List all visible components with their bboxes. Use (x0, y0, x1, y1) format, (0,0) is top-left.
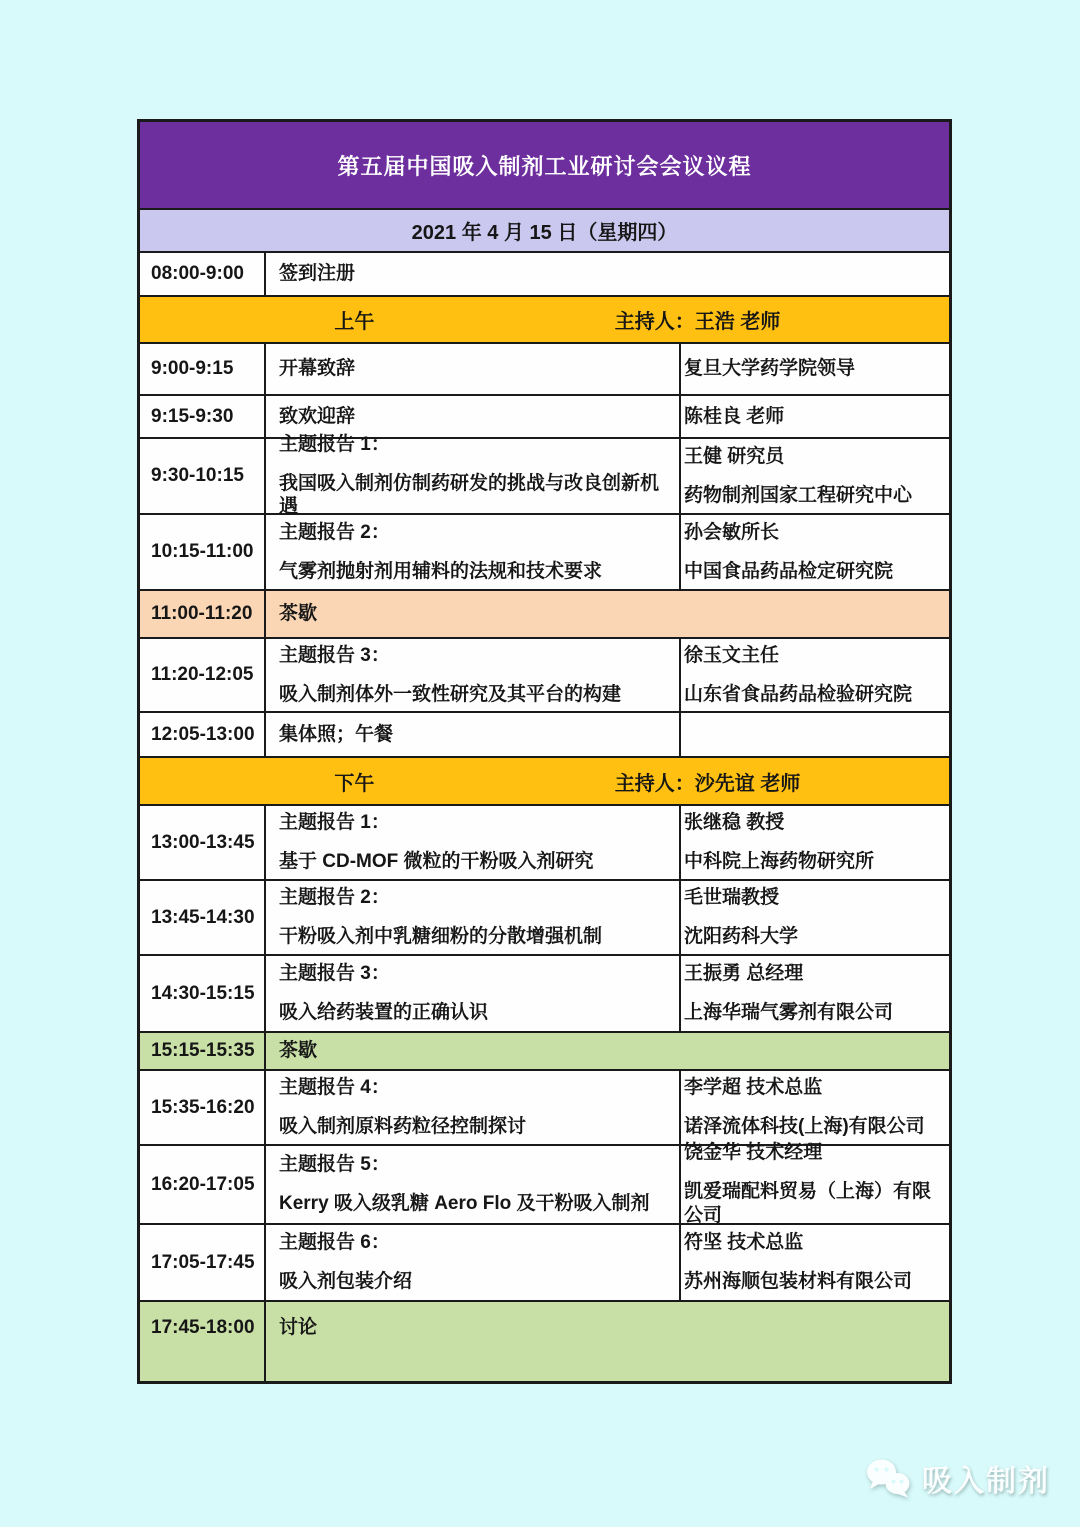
time-cell (140, 956, 266, 1031)
speaker-cell (681, 806, 949, 879)
topic-cell (266, 806, 681, 879)
agenda-row (140, 1142, 949, 1226)
speaker-cell (681, 396, 949, 437)
time-cell (140, 1071, 266, 1144)
speaker-cell (681, 439, 949, 513)
agenda-row (140, 1225, 949, 1302)
agenda-row (140, 881, 949, 956)
text-line: 08:00-9:00 (151, 263, 244, 285)
text-line: 沈阳药科大学 (684, 926, 799, 947)
time-cell (140, 806, 266, 879)
speaker-cell (681, 881, 949, 954)
text-line: 药物制剂国家工程研究中心 (684, 484, 913, 506)
text-line: 9:30-10:15 (151, 465, 244, 487)
text-line: 凯爱瑞配料贸易（上海）有限公司 (684, 1181, 932, 1226)
topic-cell (266, 396, 681, 437)
topic-cell (266, 639, 681, 711)
text-line: 15:15-15:35 (151, 1040, 255, 1062)
page-title: 第五届中国吸入制剂工业研讨会会议议程 (337, 153, 752, 179)
topic-cell (266, 713, 681, 756)
speaker-cell (681, 344, 949, 394)
text-line: 毛世瑞教授 (684, 887, 780, 909)
time-cell (140, 591, 266, 637)
speaker-cell (681, 639, 949, 711)
text-line: 中科院上海药物研究所 (684, 851, 875, 872)
agenda-row (140, 1033, 949, 1071)
content-cell (266, 253, 949, 295)
text-line: 9:15-9:30 (151, 405, 234, 427)
text-line: 茶歇 (279, 603, 318, 625)
text-line: 复旦大学药学院领导 (684, 358, 856, 380)
topic-cell (266, 515, 681, 589)
watermark-label: 吸入制剂 (922, 1465, 1050, 1498)
agenda-date-row (140, 210, 949, 253)
text-line: 孙会敏所长 (684, 521, 780, 543)
text-line: Kerry 吸入级乳糖 Aero Flo 及干粉吸入制剂 (279, 1193, 650, 1214)
agenda-row (140, 806, 949, 881)
text-line: 主题报告 3： (279, 644, 390, 666)
text-line: 10:15-11:00 (151, 541, 254, 563)
text-line: 王振勇 总经理 (684, 963, 804, 985)
wechat-icon (865, 1458, 913, 1498)
text-line: 诺泽流体科技(上海)有限公司 (684, 1116, 925, 1137)
text-line: 茶歇 (279, 1040, 318, 1062)
text-line: 主题报告 4： (279, 1077, 390, 1099)
agenda-row (140, 433, 949, 518)
time-cell (140, 639, 266, 711)
text-line: 13:00-13:45 (151, 831, 255, 853)
agenda-row (140, 1302, 949, 1381)
agenda-date: 2021 年 4 月 15 日（星期四） (411, 222, 678, 244)
topic-cell (266, 956, 681, 1031)
text-line: 气雾剂抛射剂用辅料的法规和技术要求 (279, 560, 603, 582)
agenda-table (137, 119, 952, 1384)
text-line: 主题报告 2： (279, 887, 390, 909)
text-line: 主题报告 1： (279, 433, 390, 455)
content-cell (266, 1302, 949, 1381)
topic-cell (266, 1225, 681, 1300)
agenda-row (140, 515, 949, 591)
text-line: 16:20-17:05 (151, 1173, 255, 1195)
agenda-title-row (140, 122, 949, 210)
text-line: 基于 CD-MOF 微粒的干粉吸入剂研究 (279, 851, 594, 872)
text-line: 开幕致辞 (279, 358, 356, 380)
agenda-row (140, 639, 949, 713)
speaker-cell (681, 956, 949, 1031)
speaker-cell (681, 1142, 949, 1226)
text-line: 王健 研究员 (684, 445, 785, 467)
text-line: 陈桂良 老师 (684, 405, 785, 427)
session-label: 上午 (334, 311, 375, 333)
time-cell (140, 881, 266, 954)
text-line: 讨论 (279, 1317, 318, 1338)
session-host-label: 主持人：王浩 老师 (614, 311, 781, 333)
time-cell (140, 1033, 266, 1069)
content-cell (266, 591, 949, 637)
speaker-cell (681, 515, 949, 589)
text-line: 致欢迎辞 (279, 405, 356, 427)
speaker-cell (681, 713, 949, 756)
time-cell (140, 1302, 266, 1381)
agenda-row (140, 1071, 949, 1146)
session-label: 下午 (334, 772, 375, 795)
topic-cell (266, 433, 681, 518)
text-line: 吸入制剂体外一致性研究及其平台的构建 (279, 683, 622, 705)
content-cell (266, 1033, 949, 1069)
agenda-row (140, 253, 949, 297)
text-line: 9:00-9:15 (151, 358, 234, 380)
text-line: 我国吸入制剂仿制药研发的挑战与改良创新机遇 (279, 472, 660, 518)
topic-cell (266, 1146, 681, 1223)
text-line: 中国食品药品检定研究院 (684, 560, 894, 582)
topic-cell (266, 1071, 681, 1144)
text-line: 11:20-12:05 (151, 664, 254, 686)
agenda-row (140, 956, 949, 1033)
text-line: 主题报告 2： (279, 521, 390, 543)
time-cell (140, 253, 266, 295)
time-cell (140, 713, 266, 756)
session-header-row (140, 297, 949, 344)
session-host-label: 主持人：沙先谊 老师 (614, 772, 801, 795)
text-line: 李学超 技术总监 (684, 1077, 823, 1099)
agenda-row (140, 713, 949, 758)
text-line: 吸入给药装置的正确认识 (279, 1002, 489, 1023)
topic-cell (266, 344, 681, 394)
text-line: 主题报告 1： (279, 812, 390, 834)
text-line: 饶金华 技术经理 (684, 1142, 823, 1164)
watermark (865, 1456, 1050, 1500)
time-cell (140, 396, 266, 437)
text-line: 12:05-13:00 (151, 723, 255, 745)
time-cell (140, 1225, 266, 1300)
time-cell (140, 344, 266, 394)
text-line: 符坚 技术总监 (684, 1232, 804, 1254)
time-cell (140, 515, 266, 589)
text-line: 苏州海顺包装材料有限公司 (684, 1271, 913, 1292)
text-line: 17:05-17:45 (151, 1251, 255, 1273)
text-line: 13:45-14:30 (151, 906, 255, 928)
text-line: 徐玉文主任 (684, 644, 780, 666)
text-line: 吸入剂包装介绍 (279, 1271, 413, 1292)
text-line: 11:00-11:20 (151, 603, 253, 625)
text-line: 干粉吸入剂中乳糖细粉的分散增强机制 (279, 926, 603, 947)
text-line: 主题报告 6： (279, 1232, 390, 1254)
topic-cell (266, 881, 681, 954)
speaker-cell (681, 1225, 949, 1300)
text-line: 14:30-15:15 (151, 982, 255, 1004)
text-line: 吸入制剂原料药粒径控制探讨 (279, 1116, 527, 1137)
text-line: 集体照；午餐 (279, 723, 394, 745)
session-header-row (140, 758, 949, 806)
text-line: 主题报告 5： (279, 1154, 390, 1176)
text-line: 主题报告 3： (279, 963, 390, 985)
speaker-cell (681, 1071, 949, 1144)
text-line: 17:45-18:00 (151, 1317, 255, 1338)
text-line: 上海华瑞气雾剂有限公司 (684, 1002, 894, 1023)
agenda-row (140, 591, 949, 639)
text-line: 张继稳 教授 (684, 812, 785, 834)
time-cell (140, 439, 266, 513)
text-line: 山东省食品药品检验研究院 (684, 683, 913, 705)
text-line: 签到注册 (279, 263, 356, 285)
agenda-row (140, 344, 949, 396)
text-line: 15:35-16:20 (151, 1096, 255, 1118)
time-cell (140, 1146, 266, 1223)
